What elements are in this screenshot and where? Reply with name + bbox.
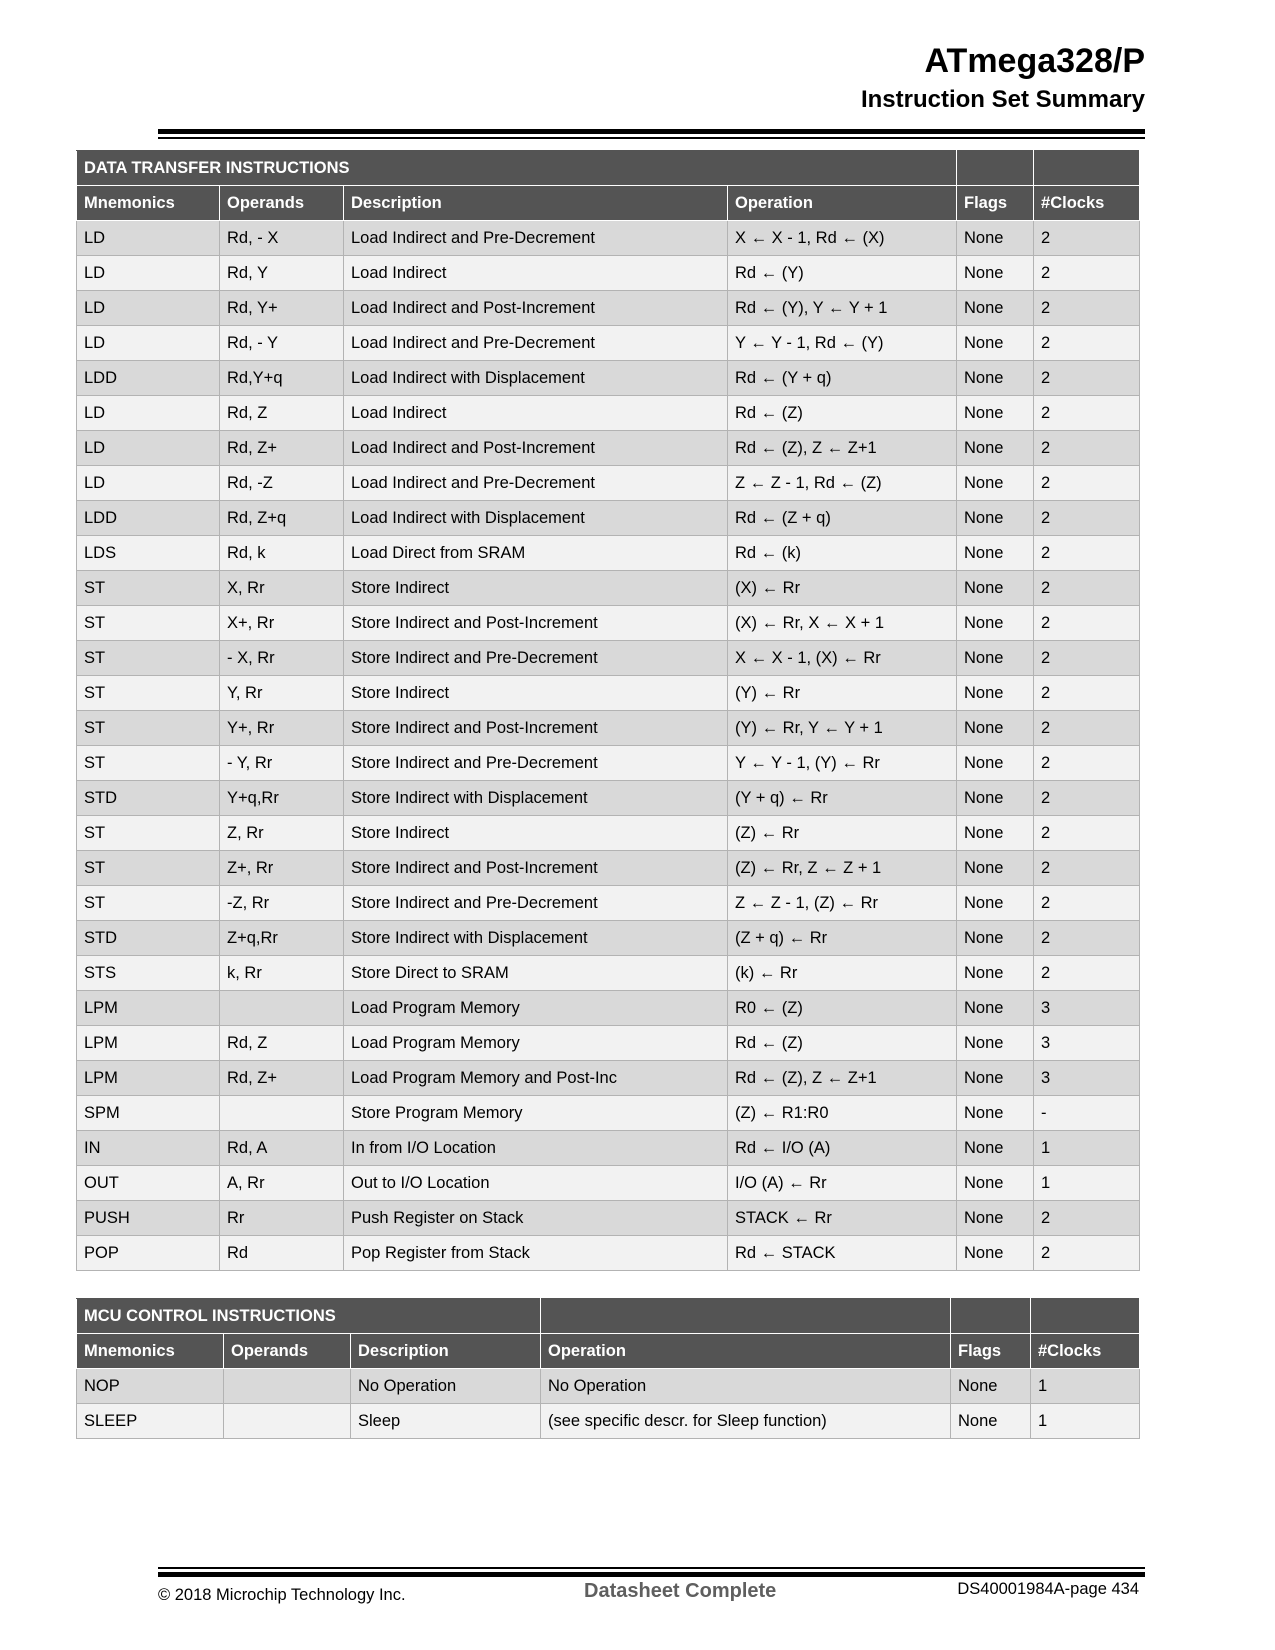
data-transfer-table [76,150,1140,1271]
mnemonic-cell: ST [77,606,220,641]
table-row [77,1369,1140,1404]
column-header: Operands [224,1334,351,1369]
operation-cell: Z ← Z - 1, Rd ← (Z) [728,466,957,501]
operation-cell: Rd ← (Z) [728,1026,957,1061]
section-header-row [77,1299,1140,1334]
description-cell: Store Indirect and Post-Increment [344,711,728,746]
table-row [77,1201,1140,1236]
clocks-cell: 2 [1034,396,1140,431]
section-header-empty-cell [951,1299,1031,1334]
flags-cell: None [957,886,1034,921]
flags-cell: None [957,956,1034,991]
mnemonic-cell: LD [77,431,220,466]
column-header: Description [344,186,728,221]
description-cell: No Operation [351,1369,541,1404]
operation-cell: Rd ← (Y) [728,256,957,291]
operands-cell: Rd,Y+q [220,361,344,396]
mnemonic-cell: LDS [77,536,220,571]
description-cell: Pop Register from Stack [344,1236,728,1271]
description-cell: Load Indirect with Displacement [344,361,728,396]
column-header: Mnemonics [77,1334,224,1369]
operands-cell: k, Rr [220,956,344,991]
clocks-cell: 2 [1034,606,1140,641]
operands-cell: Rd, Z+ [220,431,344,466]
clocks-cell: 1 [1031,1369,1140,1404]
clocks-cell: 2 [1034,641,1140,676]
operands-cell: Y, Rr [220,676,344,711]
document-subtitle: Instruction Set Summary [860,86,1145,113]
flags-cell: None [957,1061,1034,1096]
table-row [77,746,1140,781]
table-row [77,991,1140,1026]
operands-cell [220,991,344,1026]
description-cell: Store Indirect and Pre-Decrement [344,886,728,921]
column-header-row [77,186,1140,221]
flags-cell: None [957,571,1034,606]
clocks-cell: 2 [1034,1236,1140,1271]
flags-cell: None [957,816,1034,851]
operation-cell: X ← X - 1, Rd ← (X) [728,221,957,256]
document-title: ATmega328/P [924,42,1145,80]
operation-cell: (Z) ← R1:R0 [728,1096,957,1131]
footer-datasheet-label: Datasheet Complete [584,1580,777,1602]
table-row [77,1236,1140,1271]
description-cell: Store Indirect and Pre-Decrement [344,641,728,676]
operands-cell: X, Rr [220,571,344,606]
mnemonic-cell: ST [77,641,220,676]
operands-cell: Z+q,Rr [220,921,344,956]
operands-cell: Rd, Z [220,1026,344,1061]
operands-cell: Z, Rr [220,816,344,851]
description-cell: Load Indirect and Post-Increment [344,431,728,466]
mnemonic-cell: ST [77,851,220,886]
operation-cell: Rd ← (Z + q) [728,501,957,536]
flags-cell: None [957,606,1034,641]
operands-cell: Rd [220,1236,344,1271]
mnemonic-cell: SPM [77,1096,220,1131]
column-header: Flags [951,1334,1031,1369]
flags-cell: None [957,501,1034,536]
description-cell: Store Indirect [344,816,728,851]
clocks-cell: 2 [1034,361,1140,396]
flags-cell: None [957,431,1034,466]
flags-cell: None [957,536,1034,571]
column-header: #Clocks [1031,1334,1140,1369]
operands-cell [224,1369,351,1404]
column-header: Operation [728,186,957,221]
section-header-row [77,151,1140,186]
section-title: MCU CONTROL INSTRUCTIONS [77,1299,541,1334]
operands-cell: Rd, Z+ [220,1061,344,1096]
table-row [77,1061,1140,1096]
operands-cell: Y+q,Rr [220,781,344,816]
clocks-cell: 2 [1034,291,1140,326]
flags-cell: None [957,1201,1034,1236]
flags-cell: None [957,641,1034,676]
operands-cell: Rd, k [220,536,344,571]
table-row [77,781,1140,816]
description-cell: Store Program Memory [344,1096,728,1131]
clocks-cell: 2 [1034,501,1140,536]
operands-cell [220,1096,344,1131]
table-row [77,921,1140,956]
mnemonic-cell: LPM [77,1061,220,1096]
operation-cell: (Y) ← Rr [728,676,957,711]
mnemonic-cell: NOP [77,1369,224,1404]
operation-cell: (Y) ← Rr, Y ← Y + 1 [728,711,957,746]
operation-cell: Y ← Y - 1, (Y) ← Rr [728,746,957,781]
mnemonic-cell: STS [77,956,220,991]
flags-cell: None [957,991,1034,1026]
flags-cell: None [957,466,1034,501]
table-row [77,816,1140,851]
description-cell: Load Indirect [344,396,728,431]
description-cell: Load Program Memory [344,991,728,1026]
flags-cell: None [957,921,1034,956]
mnemonic-cell: ST [77,711,220,746]
clocks-cell: 3 [1034,1026,1140,1061]
mnemonic-cell: LD [77,396,220,431]
clocks-cell: 1 [1034,1131,1140,1166]
operands-cell: X+, Rr [220,606,344,641]
mnemonic-cell: LD [77,291,220,326]
description-cell: Store Indirect with Displacement [344,921,728,956]
section-header-empty-cell [957,151,1034,186]
footer-rule-thin [158,1567,1145,1569]
operation-cell: (Y + q) ← Rr [728,781,957,816]
operands-cell: - Y, Rr [220,746,344,781]
column-header-row [77,1334,1140,1369]
table-row [77,1026,1140,1061]
column-header: Mnemonics [77,186,220,221]
table-row [77,466,1140,501]
table-row [77,711,1140,746]
mnemonic-cell: ST [77,746,220,781]
table-row [77,641,1140,676]
column-header: Operands [220,186,344,221]
column-header: Flags [957,186,1034,221]
clocks-cell: - [1034,1096,1140,1131]
table-row [77,956,1140,991]
clocks-cell: 2 [1034,256,1140,291]
mnemonic-cell: ST [77,571,220,606]
operands-cell: A, Rr [220,1166,344,1201]
description-cell: Push Register on Stack [344,1201,728,1236]
header-rule [158,129,1145,134]
section-header-empty-cell [541,1299,951,1334]
description-cell: In from I/O Location [344,1131,728,1166]
mnemonic-cell: IN [77,1131,220,1166]
clocks-cell: 2 [1034,781,1140,816]
operands-cell: Rd, - Y [220,326,344,361]
table-row [77,606,1140,641]
operation-cell: (see specific descr. for Sleep function) [541,1404,951,1439]
table-row [77,1404,1140,1439]
table-row [77,536,1140,571]
operation-cell: Rd ← (k) [728,536,957,571]
description-cell: Store Indirect and Pre-Decrement [344,746,728,781]
section-title: DATA TRANSFER INSTRUCTIONS [77,151,957,186]
operation-cell: R0 ← (Z) [728,991,957,1026]
operands-cell: Rd, Z+q [220,501,344,536]
operation-cell: Rd ← (Y), Y ← Y + 1 [728,291,957,326]
operation-cell: (Z + q) ← Rr [728,921,957,956]
mnemonic-cell: LDD [77,361,220,396]
description-cell: Load Indirect and Post-Increment [344,291,728,326]
flags-cell: None [957,1096,1034,1131]
table-row [77,291,1140,326]
operation-cell: I/O (A) ← Rr [728,1166,957,1201]
description-cell: Store Indirect [344,571,728,606]
description-cell: Load Indirect and Pre-Decrement [344,466,728,501]
operands-cell: Rd, -Z [220,466,344,501]
description-cell: Store Direct to SRAM [344,956,728,991]
operands-cell: Rr [220,1201,344,1236]
operands-cell: Rd, Z [220,396,344,431]
footer-page-reference: DS40001984A-page 434 [957,1580,1139,1598]
flags-cell: None [957,256,1034,291]
table-row [77,886,1140,921]
operation-cell: No Operation [541,1369,951,1404]
clocks-cell: 2 [1034,816,1140,851]
clocks-cell: 2 [1034,431,1140,466]
flags-cell: None [957,746,1034,781]
mnemonic-cell: PUSH [77,1201,220,1236]
clocks-cell: 2 [1034,326,1140,361]
clocks-cell: 2 [1034,851,1140,886]
operation-cell: (Z) ← Rr [728,816,957,851]
mnemonic-cell: LD [77,256,220,291]
operation-cell: Z ← Z - 1, (Z) ← Rr [728,886,957,921]
mnemonic-cell: SLEEP [77,1404,224,1439]
clocks-cell: 2 [1034,921,1140,956]
flags-cell: None [957,361,1034,396]
description-cell: Sleep [351,1404,541,1439]
clocks-cell: 1 [1031,1404,1140,1439]
clocks-cell: 2 [1034,676,1140,711]
clocks-cell: 2 [1034,1201,1140,1236]
mnemonic-cell: LD [77,326,220,361]
flags-cell: None [957,711,1034,746]
column-header: #Clocks [1034,186,1140,221]
table-row [77,1096,1140,1131]
mnemonic-cell: POP [77,1236,220,1271]
operation-cell: Rd ← STACK [728,1236,957,1271]
flags-cell: None [957,851,1034,886]
operation-cell: Rd ← (Y + q) [728,361,957,396]
table-row [77,501,1140,536]
description-cell: Load Indirect with Displacement [344,501,728,536]
flags-cell: None [957,781,1034,816]
flags-cell: None [957,1026,1034,1061]
clocks-cell: 3 [1034,991,1140,1026]
mnemonic-cell: STD [77,781,220,816]
operation-cell: (Z) ← Rr, Z ← Z + 1 [728,851,957,886]
description-cell: Load Indirect [344,256,728,291]
operands-cell: -Z, Rr [220,886,344,921]
clocks-cell: 2 [1034,746,1140,781]
flags-cell: None [957,221,1034,256]
operation-cell: (k) ← Rr [728,956,957,991]
table-row [77,1166,1140,1201]
footer-copyright: © 2018 Microchip Technology Inc. [158,1586,406,1604]
operation-cell: Rd ← (Z), Z ← Z+1 [728,431,957,466]
mnemonic-cell: OUT [77,1166,220,1201]
operation-cell: Y ← Y - 1, Rd ← (Y) [728,326,957,361]
section-header-empty-cell [1031,1299,1140,1334]
column-header: Operation [541,1334,951,1369]
operands-cell: Rd, Y+ [220,291,344,326]
description-cell: Store Indirect [344,676,728,711]
description-cell: Out to I/O Location [344,1166,728,1201]
mnemonic-cell: LD [77,221,220,256]
mnemonic-cell: ST [77,886,220,921]
operation-cell: (X) ← Rr [728,571,957,606]
flags-cell: None [957,326,1034,361]
clocks-cell: 2 [1034,886,1140,921]
clocks-cell: 2 [1034,571,1140,606]
table-row [77,326,1140,361]
operands-cell: Rd, A [220,1131,344,1166]
mnemonic-cell: LD [77,466,220,501]
operation-cell: STACK ← Rr [728,1201,957,1236]
flags-cell: None [957,291,1034,326]
column-header: Description [351,1334,541,1369]
operation-cell: Rd ← (Z), Z ← Z+1 [728,1061,957,1096]
description-cell: Load Indirect and Pre-Decrement [344,326,728,361]
mnemonic-cell: LDD [77,501,220,536]
description-cell: Load Direct from SRAM [344,536,728,571]
operation-cell: Rd ← (Z) [728,396,957,431]
table-row [77,361,1140,396]
mcu-control-table [76,1298,1140,1439]
operation-cell: (X) ← Rr, X ← X + 1 [728,606,957,641]
clocks-cell: 1 [1034,1166,1140,1201]
table-row [77,431,1140,466]
description-cell: Store Indirect with Displacement [344,781,728,816]
flags-cell: None [957,1131,1034,1166]
table-row [77,676,1140,711]
mnemonic-cell: ST [77,676,220,711]
flags-cell: None [957,1236,1034,1271]
description-cell: Load Program Memory and Post-Inc [344,1061,728,1096]
section-header-empty-cell [1034,151,1140,186]
table-row [77,571,1140,606]
description-cell: Store Indirect and Post-Increment [344,851,728,886]
footer-rule [158,1572,1145,1577]
flags-cell: None [957,1166,1034,1201]
clocks-cell: 2 [1034,536,1140,571]
table-row [77,1131,1140,1166]
clocks-cell: 3 [1034,1061,1140,1096]
flags-cell: None [957,676,1034,711]
description-cell: Load Indirect and Pre-Decrement [344,221,728,256]
table-row [77,396,1140,431]
operands-cell [224,1404,351,1439]
operands-cell: Z+, Rr [220,851,344,886]
operands-cell: Rd, - X [220,221,344,256]
flags-cell: None [951,1369,1031,1404]
header-rule-thin [158,137,1145,139]
operation-cell: X ← X - 1, (X) ← Rr [728,641,957,676]
mnemonic-cell: LPM [77,991,220,1026]
operands-cell: - X, Rr [220,641,344,676]
table-row [77,256,1140,291]
clocks-cell: 2 [1034,221,1140,256]
mnemonic-cell: STD [77,921,220,956]
clocks-cell: 2 [1034,956,1140,991]
flags-cell: None [951,1404,1031,1439]
description-cell: Load Program Memory [344,1026,728,1061]
clocks-cell: 2 [1034,711,1140,746]
operands-cell: Rd, Y [220,256,344,291]
description-cell: Store Indirect and Post-Increment [344,606,728,641]
clocks-cell: 2 [1034,466,1140,501]
flags-cell: None [957,396,1034,431]
operation-cell: Rd ← I/O (A) [728,1131,957,1166]
mnemonic-cell: ST [77,816,220,851]
operands-cell: Y+, Rr [220,711,344,746]
table-row [77,221,1140,256]
mnemonic-cell: LPM [77,1026,220,1061]
table-row [77,851,1140,886]
